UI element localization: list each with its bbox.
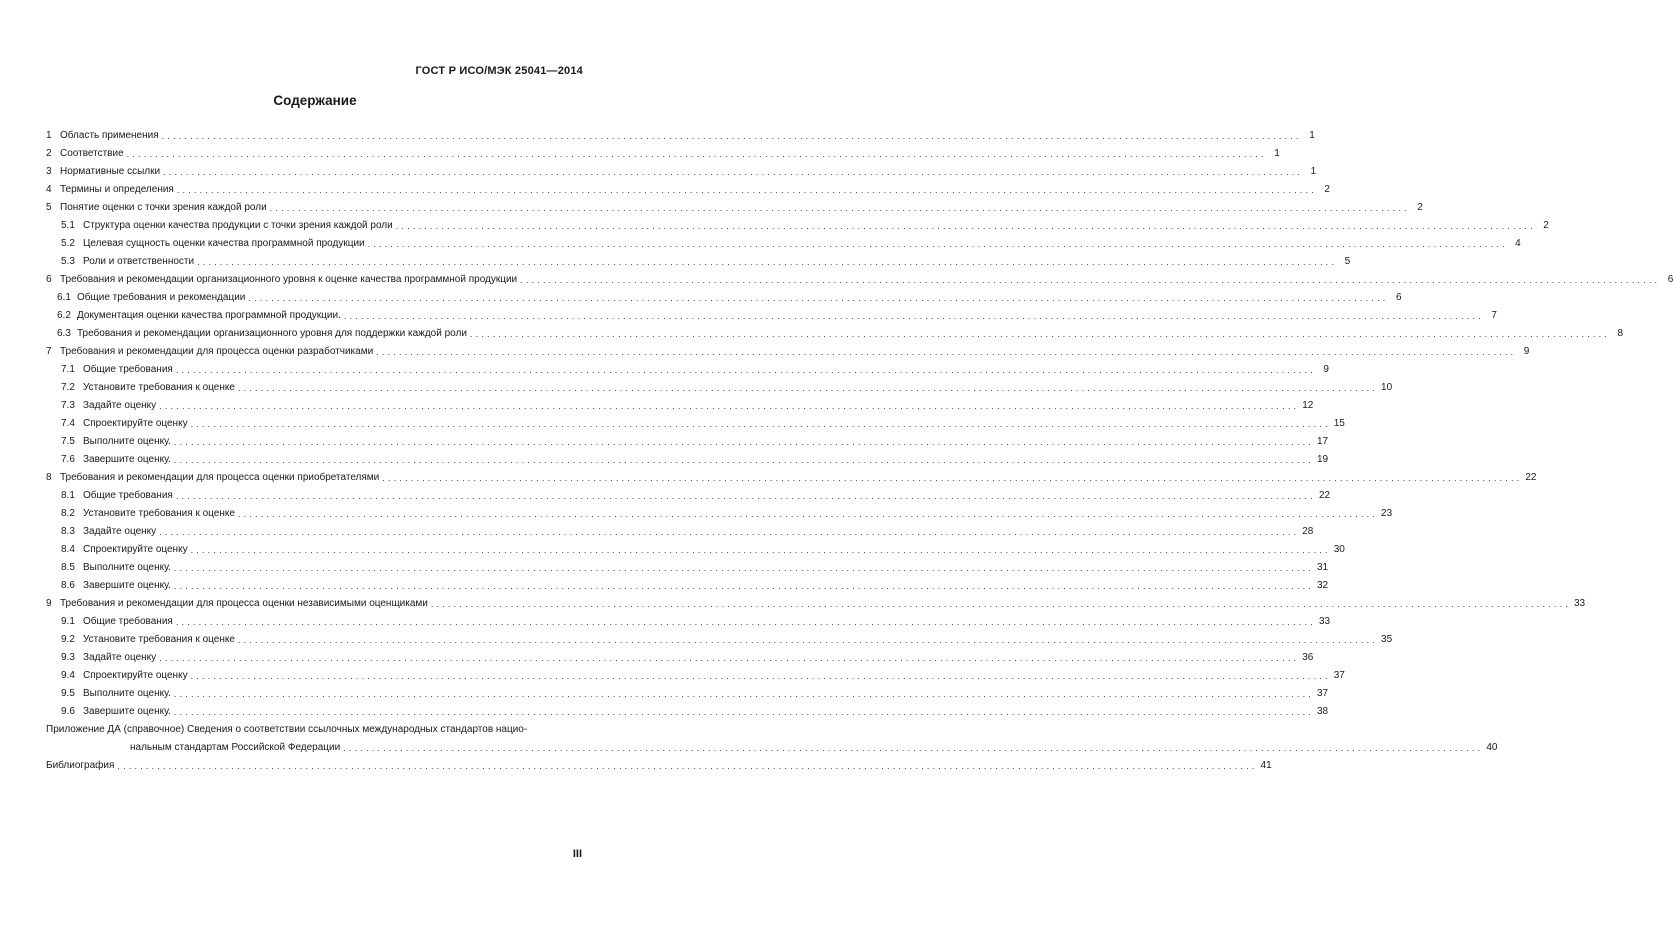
toc-entry-number: 6.2 [57,310,71,321]
toc-entry[interactable] [46,574,1329,592]
toc-entry-title: Структура оценки качества продукции с точки зрения каждой роли [83,220,393,231]
toc-entry-number: 5 [46,202,52,213]
toc-entry[interactable] [46,682,1329,700]
toc-dot-leader: ........................................................................................................................................................................................................ [382,473,1523,483]
toc-entry-number: 8.2 [61,508,75,519]
toc-entry-title: Общие требования и рекомендации [77,292,246,303]
toc-entry-number: 9.6 [61,706,75,717]
toc-entry[interactable] [46,340,1530,358]
toc-entry-page: 23 [1381,508,1393,519]
toc-entry[interactable] [46,196,1423,214]
toc-dot-leader: ........................................................................................................................................................................................................ [469,329,1611,339]
toc-entry-number: 7.6 [61,454,75,465]
toc-entry[interactable] [46,502,1393,520]
toc-entry[interactable] [46,592,1586,610]
toc-entry-page: 30 [1333,544,1345,555]
toc-entry[interactable] [46,466,1537,484]
toc-entry-page: 2 [1324,184,1330,195]
toc-dot-leader: ........................................................................................................................................................................................................ [269,203,1410,213]
toc-dot-leader: ........................................................................................................................................................................................................ [159,527,1300,537]
toc-entry-page: 33 [1574,598,1586,609]
toc-entry-page: 38 [1316,706,1329,717]
toc-entry-title: Выполните оценку. [83,562,171,573]
toc-entry-title: Установите требования к оценке [83,508,235,519]
toc-entry-page: 1 [1309,130,1315,141]
toc-entry-title: Понятие оценки с точки зрения каждой роли [60,202,267,213]
toc-entry-number: 8.3 [61,526,75,537]
toc-entry-number: 9.2 [61,634,75,645]
toc-entry-page: 5 [1344,256,1351,267]
toc-entry-title: Требования и рекомендации для процесса оценки разработчиками [60,346,374,357]
toc-entry-number: 8.1 [61,490,75,501]
toc-dot-leader: ........................................................................................................................................................................................................ [430,599,1571,609]
toc-entry-title: Требования и рекомендации для процесса оценки независимыми оценщиками [60,598,428,609]
toc-dot-leader: ........................................................................................................................................................................................................ [173,563,1314,573]
toc-entry-number: 9 [46,598,52,609]
toc-entry-page: 37 [1333,670,1345,681]
toc-entry-title: Завершите оценку. [83,454,171,465]
toc-entry[interactable] [46,412,1345,430]
toc-entry-number: 1 [46,130,52,141]
page-title: Содержание [273,93,357,108]
toc-dot-leader: ........................................................................................................................................................................................................ [163,167,1304,177]
toc-entry-number: 6 [46,274,52,285]
toc-entry-page: 28 [1302,526,1314,537]
toc-entry-title: Документация оценки качества программной продукции. [77,310,341,321]
toc-entry[interactable] [46,430,1329,448]
toc-entry-title: Установите требования к оценке [83,382,235,393]
toc-entry-title: Спроектируйте оценку [83,670,188,681]
toc-entry-number: 7 [46,346,52,357]
toc-entry[interactable] [46,214,1549,232]
toc-entry[interactable] [46,610,1331,628]
toc-entry-page: 7 [1491,310,1497,321]
toc-dot-leader: ........................................................................................................................................................................................................ [367,239,1508,249]
toc-entry-page: 8 [1617,328,1624,339]
toc-entry-page: 22 [1525,472,1537,483]
toc-dot-leader: ........................................................................................................................................................................................................ [190,545,1331,555]
toc-entry[interactable] [46,286,1402,304]
toc-entry[interactable] [46,358,1329,376]
toc-entry-title: Общие требования [83,490,173,501]
toc-entry-title: Роли и ответственности [83,256,195,267]
toc-entry-number: 9.1 [61,616,75,627]
toc-entry[interactable] [46,232,1521,250]
toc-entry-title: Соответствие [60,148,124,159]
toc-entry[interactable] [46,160,1317,178]
toc-entry[interactable] [46,124,1315,142]
toc-entry-page: 10 [1381,382,1393,393]
toc-entry[interactable] [46,556,1329,574]
toc-entry-page: 41 [1260,760,1272,771]
toc-entry-title: Общие требования [83,364,173,375]
toc-entry[interactable] [46,754,1272,772]
toc-entry-title: Выполните оценку. [83,436,171,447]
toc-entry-number: 9.5 [61,688,75,699]
toc-entry-title: Установите требования к оценке [83,634,235,645]
toc-entry-page: 1 [1274,148,1280,159]
toc-entry-page: 9 [1323,364,1329,375]
toc-entry-title: Целевая сущность оценки качества программной продукции [83,238,365,249]
toc-entry[interactable] [46,700,1329,718]
toc-entry-title: Приложение ДА (справочное) Сведения о соответствии ссылочных международных стандартов нацио- [46,724,528,735]
toc-entry-title: Спроектируйте оценку [83,544,188,555]
toc-entry-page: 36 [1302,652,1314,663]
toc-dot-leader: ........................................................................................................................................................................................................ [343,311,1484,321]
toc-entry[interactable] [46,520,1314,538]
toc-entry[interactable] [46,484,1331,502]
toc-entry-title: Завершите оценку. [83,580,171,591]
toc-entry[interactable] [46,322,1624,340]
toc-dot-leader: ........................................................................................................................................................................................................ [175,491,1316,501]
toc-entry-number: 2 [46,148,52,159]
toc-dot-leader: ........................................................................................................................................................................................................ [159,401,1300,411]
toc-entry-number: 9.3 [61,652,75,663]
toc-dot-leader: ........................................................................................................................................................................................................ [176,185,1317,195]
toc-dot-leader: ........................................................................................................................................................................................................ [237,635,1379,645]
toc-entry-number: 3 [46,166,52,177]
toc-dot-leader: ........................................................................................................................................................................................................ [117,761,1258,771]
toc-entry[interactable] [46,178,1330,196]
toc-dot-leader: ........................................................................................................................................................................................................ [395,221,1536,231]
toc-dot-leader: ........................................................................................................................................................................................................ [175,617,1316,627]
toc-entry-page: 37 [1317,688,1329,699]
toc-entry-page: 6 [1667,274,1673,285]
table-of-contents [46,124,1673,772]
toc-entry-title: Задайте оценку [83,526,157,537]
toc-dot-leader: ........................................................................................................................................................................................................ [173,455,1314,465]
toc-entry[interactable] [46,250,1351,268]
toc-entry-page: 40 [1486,742,1498,753]
toc-entry[interactable] [46,718,584,736]
toc-dot-leader: ........................................................................................................................................................................................................ [173,689,1314,699]
toc-entry-number: 8.6 [61,580,75,591]
toc-dot-leader: ........................................................................................................................................................................................................ [237,509,1379,519]
toc-entry-page: 31 [1317,562,1329,573]
toc-entry-page: 6 [1395,292,1402,303]
toc-entry-number: 9.4 [61,670,75,681]
toc-entry-page: 2 [1417,202,1423,213]
toc-entry-title: нальным стандартам Российской Федерации [130,742,341,753]
toc-entry[interactable] [46,142,1280,160]
toc-dot-leader: ........................................................................................................................................................................................................ [173,581,1314,591]
toc-dot-leader: ........................................................................................................................................................................................................ [161,131,1302,141]
toc-dot-leader: ........................................................................................................................................................................................................ [197,257,1338,267]
toc-entry-page: 4 [1515,238,1521,249]
toc-entry[interactable] [46,394,1314,412]
toc-entry-title: Завершите оценку. [83,706,171,717]
toc-entry-number: 6.1 [57,292,71,303]
toc-entry[interactable] [46,304,1497,322]
toc-entry-title: Требования и рекомендации организационного уровня к оценке качества программной продукции [60,274,518,285]
toc-entry-page: 12 [1302,400,1314,411]
toc-dot-leader: ........................................................................................................................................................................................................ [173,707,1314,717]
toc-dot-leader: ........................................................................................................................................................................................................ [237,383,1379,393]
toc-entry[interactable] [46,664,1345,682]
toc-entry-page: 15 [1333,418,1345,429]
toc-entry[interactable] [46,376,1393,394]
toc-entry-number: 7.3 [61,400,75,411]
toc-entry[interactable] [46,448,1329,466]
toc-entry-number: 7.5 [61,436,75,447]
document-id-header: ГОСТ Р ИСО/МЭК 25041—2014 [415,65,583,77]
toc-entry-number: 5.3 [61,256,75,267]
page-number: III [572,848,582,860]
toc-entry-number: 5.1 [61,220,75,231]
toc-entry-page: 33 [1318,616,1331,627]
toc-entry[interactable] [46,538,1345,556]
toc-entry-number: 8.5 [61,562,75,573]
toc-dot-leader: ........................................................................................................................................................................................................ [126,149,1267,159]
toc-entry-page: 35 [1381,634,1393,645]
toc-entry-title: Задайте оценку [83,652,157,663]
toc-entry-title: Спроектируйте оценку [83,418,188,429]
toc-entry-page: 22 [1318,490,1331,501]
toc-entry[interactable] [46,736,1498,754]
toc-entry[interactable] [46,628,1393,646]
toc-entry-number: 7.4 [61,418,75,429]
toc-dot-leader: ........................................................................................................................................................................................................ [376,347,1517,357]
toc-entry-title: Требования и рекомендации для процесса оценки приобретателями [60,472,380,483]
toc-entry-title: Термины и определения [60,184,174,195]
toc-entry-title: Общие требования [83,616,173,627]
toc-entry-page: 2 [1543,220,1549,231]
toc-dot-leader: ........................................................................................................................................................................................................ [520,275,1661,285]
toc-entry-title: Нормативные ссылки [60,166,161,177]
toc-entry[interactable] [46,268,1673,286]
toc-entry-page: 9 [1523,346,1530,357]
toc-entry-page: 19 [1316,454,1329,465]
toc-dot-leader: ........................................................................................................................................................................................................ [190,671,1331,681]
toc-entry-title: Библиография [46,760,115,771]
toc-entry-number: 8 [46,472,52,483]
toc-entry-number: 7.1 [61,364,75,375]
toc-entry-number: 6.3 [57,328,71,339]
toc-entry-page: 32 [1316,580,1329,591]
toc-entry-page: 17 [1317,436,1329,447]
toc-entry-number: 7.2 [61,382,75,393]
toc-dot-leader: ........................................................................................................................................................................................................ [248,293,1389,303]
toc-entry-number: 8.4 [61,544,75,555]
toc-entry[interactable] [46,646,1314,664]
toc-entry-number: 4 [46,184,52,195]
toc-entry-title: Область применения [60,130,159,141]
toc-dot-leader: ........................................................................................................................................................................................................ [190,419,1331,429]
toc-dot-leader: ........................................................................................................................................................................................................ [159,653,1300,663]
toc-entry-number: 5.2 [61,238,75,249]
toc-dot-leader: ........................................................................................................................................................................................................ [343,743,1484,753]
toc-entry-title: Задайте оценку [83,400,157,411]
toc-dot-leader: ........................................................................................................................................................................................................ [175,365,1316,375]
toc-entry-page: 1 [1310,166,1317,177]
toc-dot-leader: ........................................................................................................................................................................................................ [173,437,1314,447]
toc-entry-title: Требования и рекомендации организационного уровня для поддержки каждой роли [77,328,467,339]
toc-entry-title: Выполните оценку. [83,688,171,699]
